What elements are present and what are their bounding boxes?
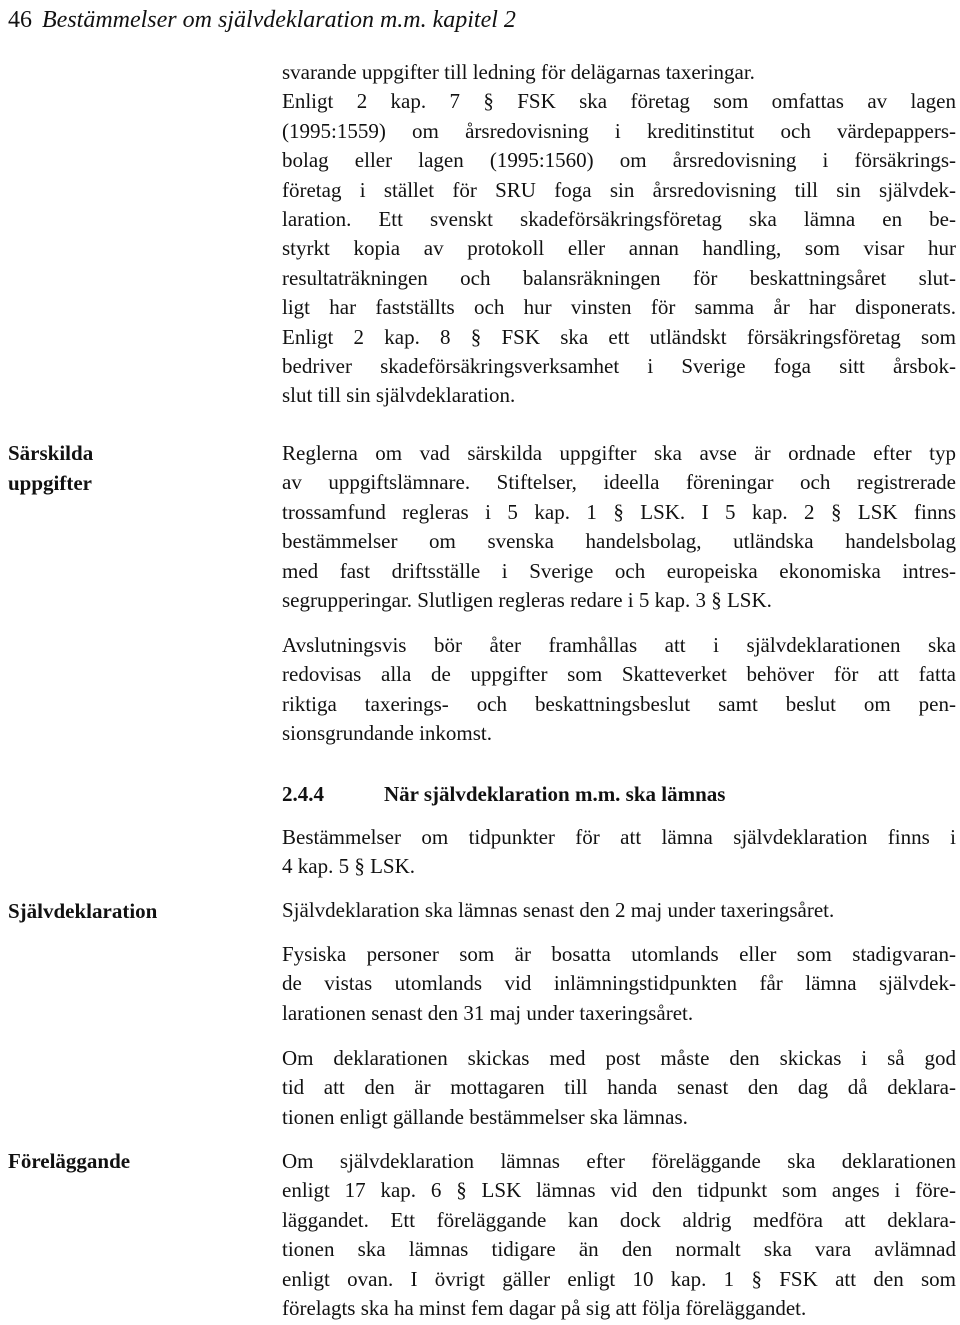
paragraph-fysiska-personer [282,940,956,1028]
text-line: resultaträkningen och balansräkningen för beskattningsåret slut- [282,265,956,290]
text-line: Fysiska personer som är bosatta utomlands eller som stadigvaran- [282,942,956,966]
text-line: enligt 17 kap. 6 § LSK lämnas vid den tidpunkt som anges i före- [282,1178,956,1203]
text-line: tionen ska lämnas tidigare än den normalt ska vara avlämnad [282,1237,956,1262]
text-line: Om självdeklaration lämnas efter föreläggande ska deklarationen [282,1149,956,1173]
text-line: enligt ovan. I övrigt gäller enligt 10 kap. 1 § FSK att den som [282,1266,956,1291]
text-line: slut till sin självdeklaration. [282,383,516,408]
section-heading [282,779,725,809]
text-line: förelagts ska ha minst fem dagar på sig att följa föreläggandet. [282,1295,807,1320]
paragraph-senast-2-maj [282,896,956,925]
paragraph-post [282,1044,956,1132]
margin-note-sjalvdeklaration: Självdeklaration [8,899,158,923]
margin-note-line: Särskilda [8,441,94,465]
text-line: riktiga taxerings- och beskattningsbeslut samt beslut om pen- [282,691,956,716]
text-line: ligt har fastställts och hur vinsten för samma år har disponerats. [282,295,956,320]
text-line: svarande uppgifter till ledning för delägarnas taxeringar. [282,60,755,84]
text-line: med fast driftsställe i Sverige och europeiska ekonomiska intres- [282,558,956,583]
text-line: bolag eller lagen (1995:1560) om årsredovisning i försäkrings- [282,148,956,173]
text-line: trossamfund regleras i 5 kap. 1 § LSK. I 5 kap. 2 § LSK finns [282,499,956,524]
text-line: Reglerna om vad särskilda uppgifter ska avse är ordnade efter typ [282,441,956,465]
text-line: tionen enligt gällande bestämmelser ska lämnas. [282,1104,688,1129]
text-line: Enligt 2 kap. 7 § FSK ska företag som omfattas av lagen [282,89,956,114]
paragraph-forelaggande [282,1147,956,1323]
margin-note-forelaggande: Föreläggande [8,1149,131,1173]
text-line: styrkt kopia av protokoll eller annan handling, som visar hur [282,236,956,261]
text-line: Bestämmelser om tidpunkter för att lämna självdeklaration finns i [282,825,956,849]
text-line: segrupperingar. Slutligen regleras redare i 5 kap. 3 § LSK. [282,587,772,612]
text-line: Enligt 2 kap. 8 § FSK ska ett utländskt försäkringsföretag som [282,324,956,349]
text-line: redovisas alla de uppgifter som Skatteverket behöver för att fatta [282,662,956,687]
paragraph-avslutningsvis [282,631,956,749]
section-title: När självdeklaration m.m. ska lämnas [384,782,726,806]
text-line: laration. Ett svenskt skadeförsäkringsföretag ska lämna en be- [282,206,956,231]
text-line: företag i stället för SRU foga sin årsredovisning till sin självdek- [282,177,956,202]
text-line: bestämmelser om svenska handelsbolag, utländska handelsbolag [282,529,956,554]
page-header [8,5,516,35]
text-line: sionsgrundande inkomst. [282,721,492,746]
text-line: av uppgiftslämnare. Stiftelser, ideella föreningar och registrerade [282,470,956,495]
page-number: 46 [8,7,32,33]
text-line: tid att den är mottagaren till handa senast den dag då deklara- [282,1075,956,1100]
paragraph-fsk-arsredovisning [282,58,956,411]
text-line: larationen senast den 31 maj under taxeringsåret. [282,1000,694,1025]
text-line: (1995:1559) om årsredovisning i kreditinstitut och värdepappers- [282,118,956,143]
text-line: Avslutningsvis bör åter framhållas att i självdeklarationen ska [282,633,956,657]
text-line: bedriver skadeförsäkringsverksamhet i Sverige foga sitt årsbok- [282,353,956,378]
text-line: Om deklarationen skickas med post måste den skickas i så god [282,1046,956,1070]
margin-note-line: uppgifter [8,471,92,495]
text-line: de vistas utomlands vid inlämningstidpunkten får lämna självdek- [282,971,956,996]
section-number: 2.4.4 [282,782,324,806]
text-line: 4 kap. 5 § LSK. [282,854,415,879]
text-line: läggandet. Ett föreläggande kan dock aldrig medföra att deklara- [282,1207,956,1232]
text-line: Självdeklaration ska lämnas senast den 2 maj under taxeringsåret. [282,898,835,922]
margin-note-sarskilda-uppgifter [8,438,238,498]
paragraph-sarskilda-uppgifter [282,439,956,615]
running-title: Bestämmelser om självdeklaration m.m. kapitel 2 [42,7,516,33]
paragraph-tidpunkter [282,823,956,882]
